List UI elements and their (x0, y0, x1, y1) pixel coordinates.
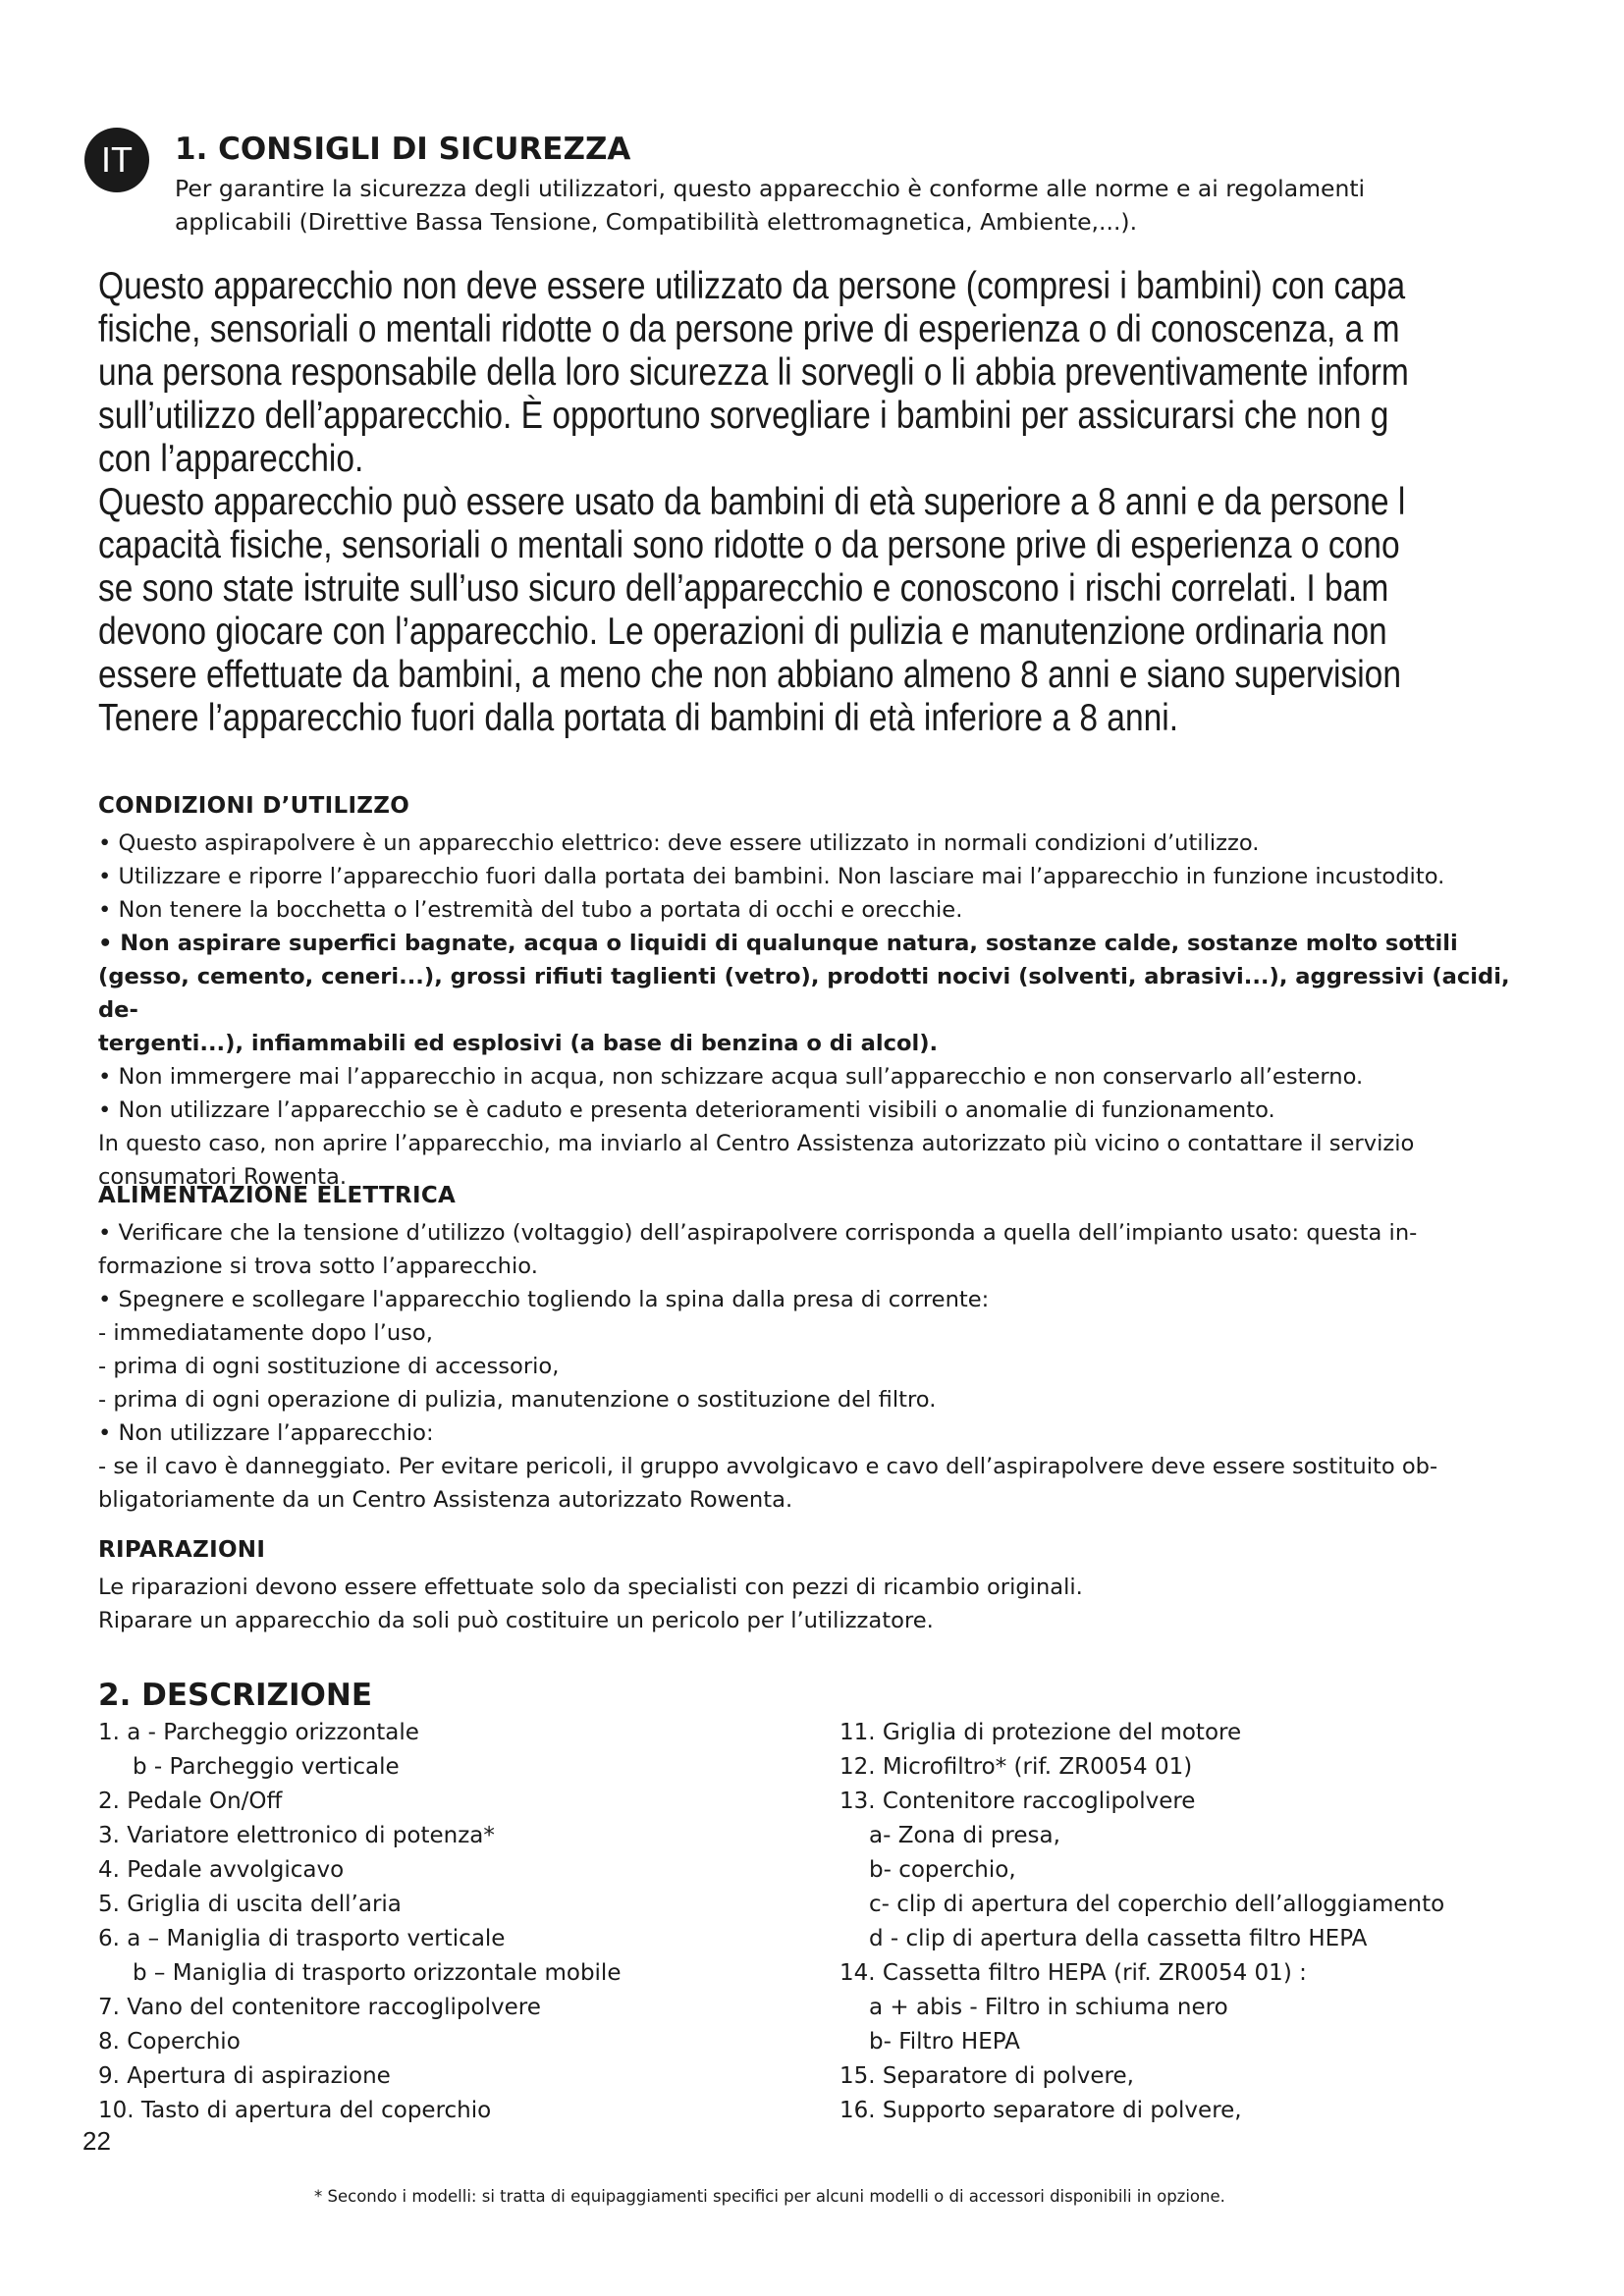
list-item: 7. Vano del contenitore raccoglipolvere (98, 1995, 541, 2020)
warning-line: essere effettuate da bambini, a meno che non abbiano almeno 8 anni e siano supervision (98, 654, 1401, 696)
language-badge: IT (84, 128, 149, 192)
list-item: 3. Variatore elettronico di potenza* (98, 1823, 495, 1848)
power-line: - immediatamente dopo l’uso, (98, 1320, 433, 1346)
intro-line: Per garantire la sicurezza degli utilizzatori, questo apparecchio è conforme alle norme e ai regolamenti (175, 175, 1366, 202)
power-heading: ALIMENTAZIONE ELETTRICA (98, 1183, 457, 1208)
conditions-line: • Non immergere mai l’apparecchio in acqua, non schizzare acqua sull’apparecchio e non conservarlo all’esterno. (98, 1064, 1364, 1090)
list-item: 9. Apertura di aspirazione (98, 2063, 391, 2089)
repairs-heading: RIPARAZIONI (98, 1537, 266, 1563)
list-item: 11. Griglia di protezione del motore (839, 1720, 1242, 1745)
power-line: - se il cavo è danneggiato. Per evitare pericoli, il gruppo avvolgicavo e cavo dell’aspirapolvere deve essere sostituito ob- (98, 1454, 1438, 1479)
list-item: b- Filtro HEPA (869, 2029, 1020, 2055)
page-number: 22 (82, 2126, 111, 2156)
power-line: • Verificare che la tensione d’utilizzo (voltaggio) dell’aspirapolvere corrisponda a quella dell’impianto usato: questa in- (98, 1220, 1418, 1246)
warning-line: con l’apparecchio. (98, 438, 364, 480)
list-item: 5. Griglia di uscita dell’aria (98, 1892, 402, 1917)
warning-line: fisiche, sensoriali o mentali ridotte o da persone prive di esperienza o di conoscenza, a m (98, 308, 1400, 350)
list-item: a- Zona di presa, (869, 1823, 1060, 1848)
list-item: b – Maniglia di trasporto orizzontale mobile (133, 1960, 622, 1986)
conditions-line: In questo caso, non aprire l’apparecchio, ma inviarlo al Centro Assistenza autorizzato più vicino o contattare il servizio (98, 1131, 1415, 1156)
list-item: 12. Microfiltro* (rif. ZR0054 01) (839, 1754, 1193, 1780)
safety-warning-text (98, 265, 1410, 740)
list-item: 15. Separatore di polvere, (839, 2063, 1134, 2089)
conditions-line: consumatori Rowenta. (98, 1164, 348, 1190)
list-item: 1. a - Parcheggio orizzontale (98, 1720, 419, 1745)
repairs-text (98, 1571, 1532, 1637)
repairs-line: Riparare un apparecchio da soli può costituire un pericolo per l’utilizzatore. (98, 1608, 934, 1633)
list-item: 10. Tasto di apertura del coperchio (98, 2098, 492, 2123)
section-2-title: 2. DESCRIZIONE (98, 1678, 373, 1713)
list-item: a + abis - Filtro in schiuma nero (869, 1995, 1228, 2020)
power-line: • Non utilizzare l’apparecchio: (98, 1420, 434, 1446)
warning-line: Questo apparecchio non deve essere utilizzato da persone (compresi i bambini) con capa (98, 265, 1406, 307)
power-line: formazione si trova sotto l’apparecchio. (98, 1254, 538, 1279)
list-item: 8. Coperchio (98, 2029, 241, 2055)
warning-line: Questo apparecchio può essere usato da bambini di età superiore a 8 anni e da persone l (98, 481, 1406, 523)
conditions-line: • Questo aspirapolvere è un apparecchio elettrico: deve essere utilizzato in normali condizioni d’utilizzo. (98, 830, 1260, 856)
conditions-bold-line: (gesso, cemento, ceneri...), grossi rifiuti taglienti (vetro), prodotti nocivi (solventi, abrasivi...), aggressivi (acidi, de- (98, 964, 1510, 1023)
power-line: bligatoriamente da un Centro Assistenza autorizzato Rowenta. (98, 1487, 793, 1513)
list-item: c- clip di apertura del coperchio dell’alloggiamento (869, 1892, 1445, 1917)
conditions-heading: CONDIZIONI D’UTILIZZO (98, 793, 410, 819)
conditions-text (98, 827, 1532, 1194)
footnote: * Secondo i modelli: si tratta di equipaggiamenti specifici per alcuni modelli o di accessori disponibili in opzione. (314, 2187, 1225, 2206)
list-item: b- coperchio, (869, 1857, 1016, 1883)
warning-line: se sono state istruite sull’uso sicuro dell’apparecchio e conoscono i rischi correlati. I bam (98, 567, 1389, 610)
section-1-title: 1. CONSIGLI DI SICUREZZA (175, 132, 631, 167)
list-item: b - Parcheggio verticale (133, 1754, 400, 1780)
power-line: • Spegnere e scollegare l'apparecchio togliendo la spina dalla presa di corrente: (98, 1287, 990, 1312)
description-list-right (839, 1716, 1444, 2128)
power-line: - prima di ogni operazione di pulizia, manutenzione o sostituzione del filtro. (98, 1387, 937, 1413)
intro-line: applicabili (Direttive Bassa Tensione, Compatibilità elettromagnetica, Ambiente,...). (175, 208, 1138, 236)
list-item: 2. Pedale On/Off (98, 1789, 283, 1814)
list-item: 4. Pedale avvolgicavo (98, 1857, 345, 1883)
conditions-bold-line: • Non aspirare superfici bagnate, acqua o liquidi di qualunque natura, sostanze calde, sostanze molto sottili (98, 931, 1458, 956)
power-line: - prima di ogni sostituzione di accessorio, (98, 1354, 560, 1379)
repairs-line: Le riparazioni devono essere effettuate solo da specialisti con pezzi di ricambio originali. (98, 1575, 1083, 1600)
conditions-line: • Non utilizzare l’apparecchio se è caduto e presenta deterioramenti visibili o anomalie di funzionamento. (98, 1097, 1275, 1123)
warning-line: una persona responsabile della loro sicurezza li sorvegli o li abbia preventivamente inform (98, 351, 1409, 394)
warning-line: Tenere l’apparecchio fuori dalla portata di bambini di età inferiore a 8 anni. (98, 697, 1179, 739)
power-text (98, 1216, 1532, 1517)
warning-line: sull’utilizzo dell’apparecchio. È opportuno sorvegliare i bambini per assicurarsi che non g (98, 395, 1389, 437)
section-1-intro (175, 172, 1549, 239)
list-item: 16. Supporto separatore di polvere, (839, 2098, 1242, 2123)
conditions-line: • Non tenere la bocchetta o l’estremità del tubo a portata di occhi e orecchie. (98, 897, 963, 923)
description-list-left (98, 1716, 621, 2128)
conditions-line: • Utilizzare e riporre l’apparecchio fuori dalla portata dei bambini. Non lasciare mai l’apparecchio in funzione incustodito. (98, 864, 1445, 889)
list-item: 14. Cassetta filtro HEPA (rif. ZR0054 01) : (839, 1960, 1307, 1986)
list-item: d - clip di apertura della cassetta filtro HEPA (869, 1926, 1368, 1951)
list-item: 13. Contenitore raccoglipolvere (839, 1789, 1196, 1814)
list-item: 6. a – Maniglia di trasporto verticale (98, 1926, 506, 1951)
warning-line: capacità fisiche, sensoriali o mentali sono ridotte o da persone prive di esperienza o cono (98, 524, 1400, 566)
conditions-bold-line: tergenti...), infiammabili ed esplosivi (a base di benzina o di alcol). (98, 1031, 939, 1056)
warning-line: devono giocare con l’apparecchio. Le operazioni di pulizia e manutenzione ordinaria non (98, 611, 1387, 653)
